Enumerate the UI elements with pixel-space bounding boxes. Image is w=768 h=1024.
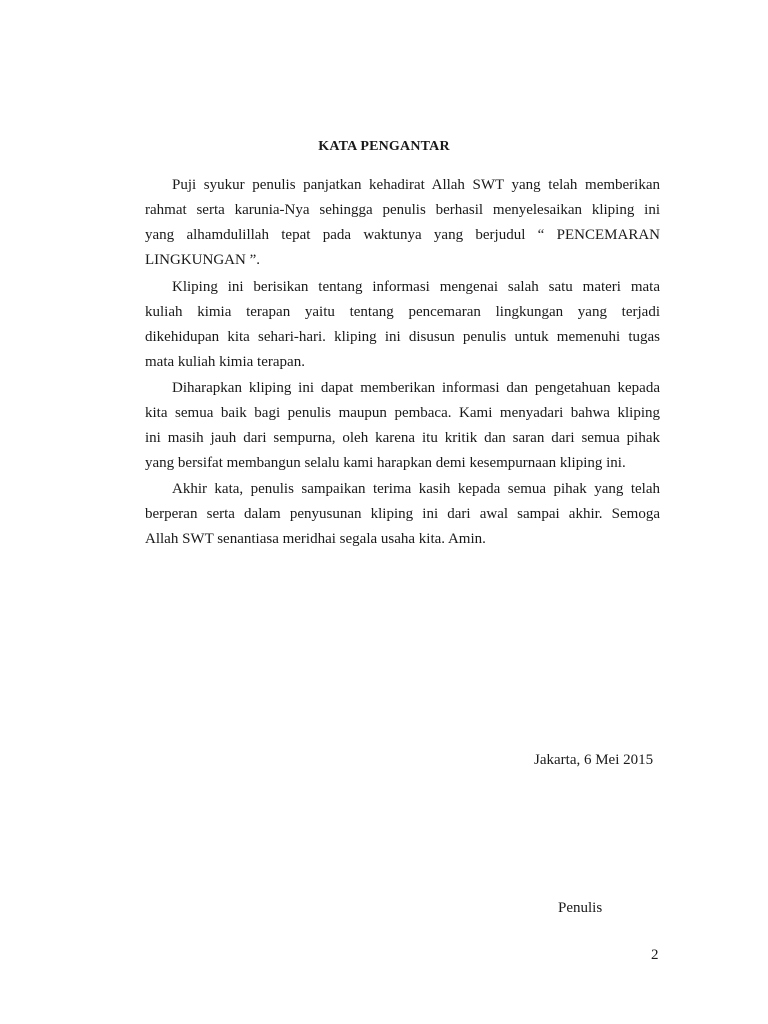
text-line: LINGKUNGAN ”. [145, 252, 260, 268]
page-number: 2 [651, 947, 659, 963]
text-line: berperan serta dalam penyusunan kliping ini dari awal sampai akhir. Semoga [145, 506, 660, 522]
text-line: Puji syukur penulis panjatkan kehadirat Allah SWT yang telah memberikan [172, 177, 660, 193]
text-line: Diharapkan kliping ini dapat memberikan informasi dan pengetahuan kepada [172, 380, 660, 396]
text-line: rahmat serta karunia-Nya sehingga penulis berhasil menyelesaikan kliping ini [145, 202, 660, 218]
text-line: Allah SWT senantiasa meridhai segala usaha kita. Amin. [145, 531, 486, 547]
page-title: KATA PENGANTAR [318, 139, 450, 154]
text-line: yang alhamdulillah tepat pada waktunya yang berjudul “ PENCEMARAN [145, 227, 660, 243]
text-line: Akhir kata, penulis sampaikan terima kasih kepada semua pihak yang telah [172, 481, 660, 497]
text-line: dikehidupan kita sehari-hari. kliping ini disusun penulis untuk memenuhi tugas [145, 329, 660, 345]
text-line: mata kuliah kimia terapan. [145, 354, 305, 370]
text-line: ini masih jauh dari sempurna, oleh karena itu kritik dan saran dari semua pihak [145, 430, 660, 446]
signature-label: Penulis [558, 900, 603, 916]
text-line: kuliah kimia terapan yaitu tentang pencemaran lingkungan yang terjadi [145, 304, 660, 320]
text-line: kita semua baik bagi penulis maupun pembaca. Kami menyadari bahwa kliping [145, 405, 660, 421]
text-line: Kliping ini berisikan tentang informasi mengenai salah satu materi mata [172, 279, 660, 295]
place-date: Jakarta, 6 Mei 2015 [534, 752, 654, 768]
text-line: yang bersifat membangun selalu kami harapkan demi kesempurnaan kliping ini. [145, 455, 626, 471]
